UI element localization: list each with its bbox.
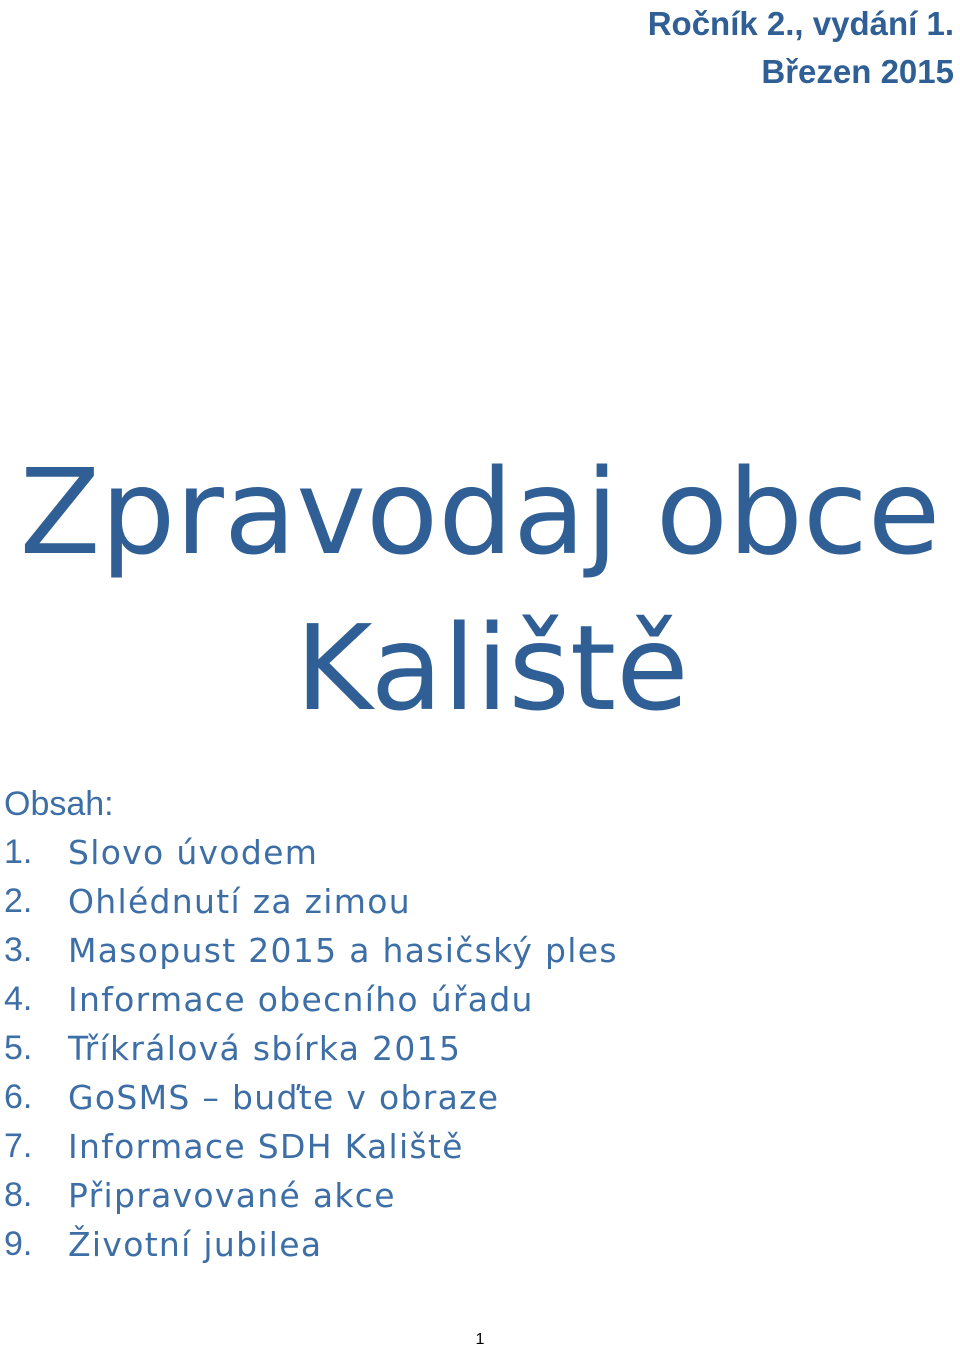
toc-item-text: Tříkrálová sbírka 2015: [68, 1029, 462, 1068]
newsletter-title-line-1: Zpravodaj obce: [19, 443, 941, 581]
table-of-contents: [4, 780, 618, 1269]
toc-item-3: [4, 926, 618, 975]
toc-item-8: [4, 1171, 396, 1220]
issue-header: [648, 0, 954, 96]
toc-list: [4, 828, 618, 1269]
toc-item-number: 1.: [4, 833, 33, 871]
toc-item-1: [4, 828, 319, 877]
page-number: 1: [475, 1331, 485, 1348]
toc-item-number: 9.: [4, 1225, 33, 1263]
toc-item-text: Slovo úvodem: [68, 833, 319, 872]
toc-item-text: Informace obecního úřadu: [68, 980, 534, 1019]
toc-item-number: 4.: [4, 980, 33, 1018]
toc-item-6: [4, 1073, 500, 1122]
toc-item-7: [4, 1122, 464, 1171]
toc-item-2: [4, 877, 411, 926]
issue-label: Ročník 2., vydání 1.: [647, 5, 954, 42]
toc-item-number: 5.: [4, 1029, 33, 1067]
toc-item-number: 2.: [4, 882, 33, 920]
toc-item-9: [4, 1220, 323, 1269]
toc-item-text: Informace SDH Kaliště: [68, 1127, 464, 1166]
toc-item-text: Ohlédnutí za zimou: [68, 882, 411, 921]
toc-item-number: 3.: [4, 931, 33, 969]
issue-date: Březen 2015: [761, 53, 954, 90]
toc-item-4: [4, 975, 534, 1024]
toc-item-text: Masopust 2015 a hasičský ples: [68, 931, 618, 970]
toc-item-number: 6.: [4, 1078, 33, 1116]
toc-item-5: [4, 1024, 462, 1073]
toc-item-text: GoSMS – buďte v obraze: [68, 1078, 500, 1117]
toc-item-number: 8.: [4, 1176, 33, 1214]
contents-heading: Obsah:: [4, 785, 114, 823]
toc-item-text: Připravované akce: [68, 1176, 396, 1215]
toc-item-text: Životní jubilea: [68, 1225, 323, 1264]
newsletter-title-line-2: Kaliště: [295, 599, 689, 737]
toc-item-number: 7.: [4, 1127, 33, 1165]
